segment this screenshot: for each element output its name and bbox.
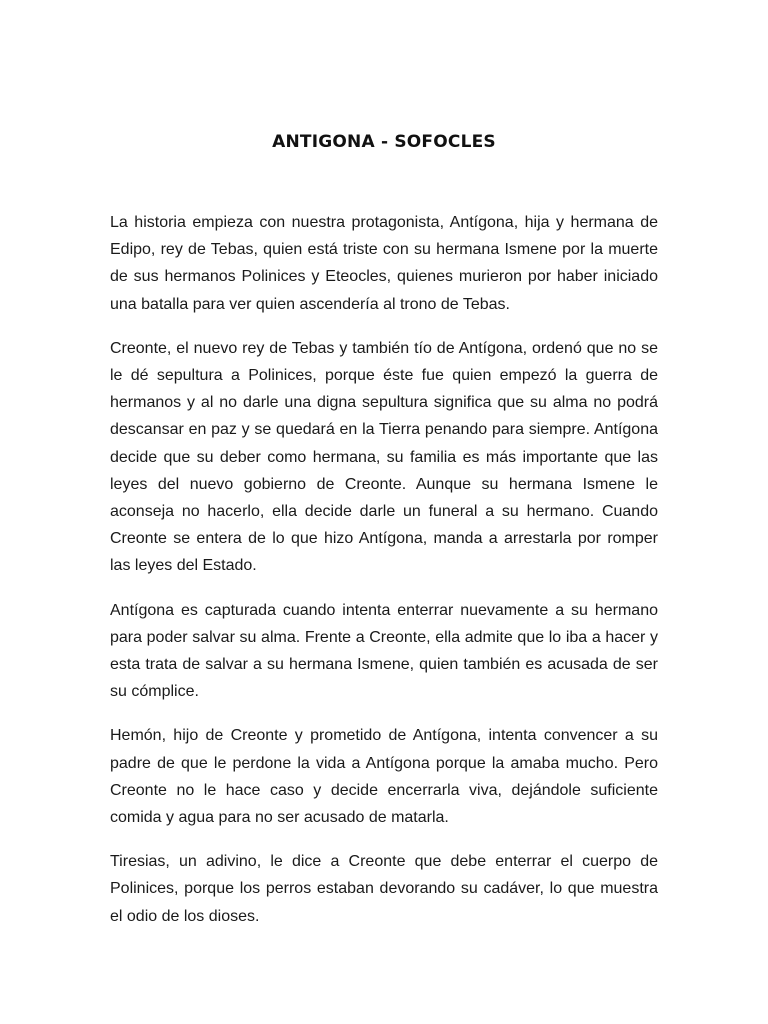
paragraph-5: Tiresias, un adivino, le dice a Creonte que debe enterrar el cuerpo de Polinices, porque los perros estaban devorando su cadáver, lo que muestra el odio de los dioses. — [110, 853, 658, 925]
paragraph-4: Hemón, hijo de Creonte y prometido de Antígona, intenta convencer a su padre de que le perdone la vida a Antígona porque la amaba mucho. Pero Creonte no le hace caso y decide encerrarla viva, dejándole suficiente comida y agua para no ser acusado de matarla. — [110, 727, 658, 827]
document-title: ANTIGONA - SOFOCLES — [272, 132, 496, 152]
paragraph-3: Antígona es capturada cuando intenta enterrar nuevamente a su hermano para poder salvar su alma. Frente a Creonte, ella admite que lo iba a hacer y esta trata de salvar a su hermana Ismene, quien también es acusada de ser su cómplice. — [110, 601, 658, 701]
paragraph-1: La historia empieza con nuestra protagonista, Antígona, hija y hermana de Edipo, rey de Tebas, quien está triste con su hermana Ismene por la muerte de sus hermanos Polinices y Eteocles, quienes murieron por haber iniciado una batalla para ver quien ascendería al trono de Tebas. — [110, 214, 658, 313]
document-body — [110, 209, 658, 947]
paragraph-2: Creonte, el nuevo rey de Tebas y también tío de Antígona, ordenó que no se le dé sepultura a Polinices, porque éste fue quien empezó la guerra de hermanos y al no darle una digna sepultura significa que su alma no podrá descansar en paz y se quedará en la Tierra penando para siempre. Antígona decide que su deber como hermana, su familia es más importante que las leyes del nuevo gobierno de Creonte. Aunque su hermana Ismene le aconseja no hacerlo, ella decide darle un funeral a su hermano. Cuando Creonte se entera de lo que hizo Antígona, manda a arrestarla por romper las leyes del Estado. — [110, 339, 658, 575]
